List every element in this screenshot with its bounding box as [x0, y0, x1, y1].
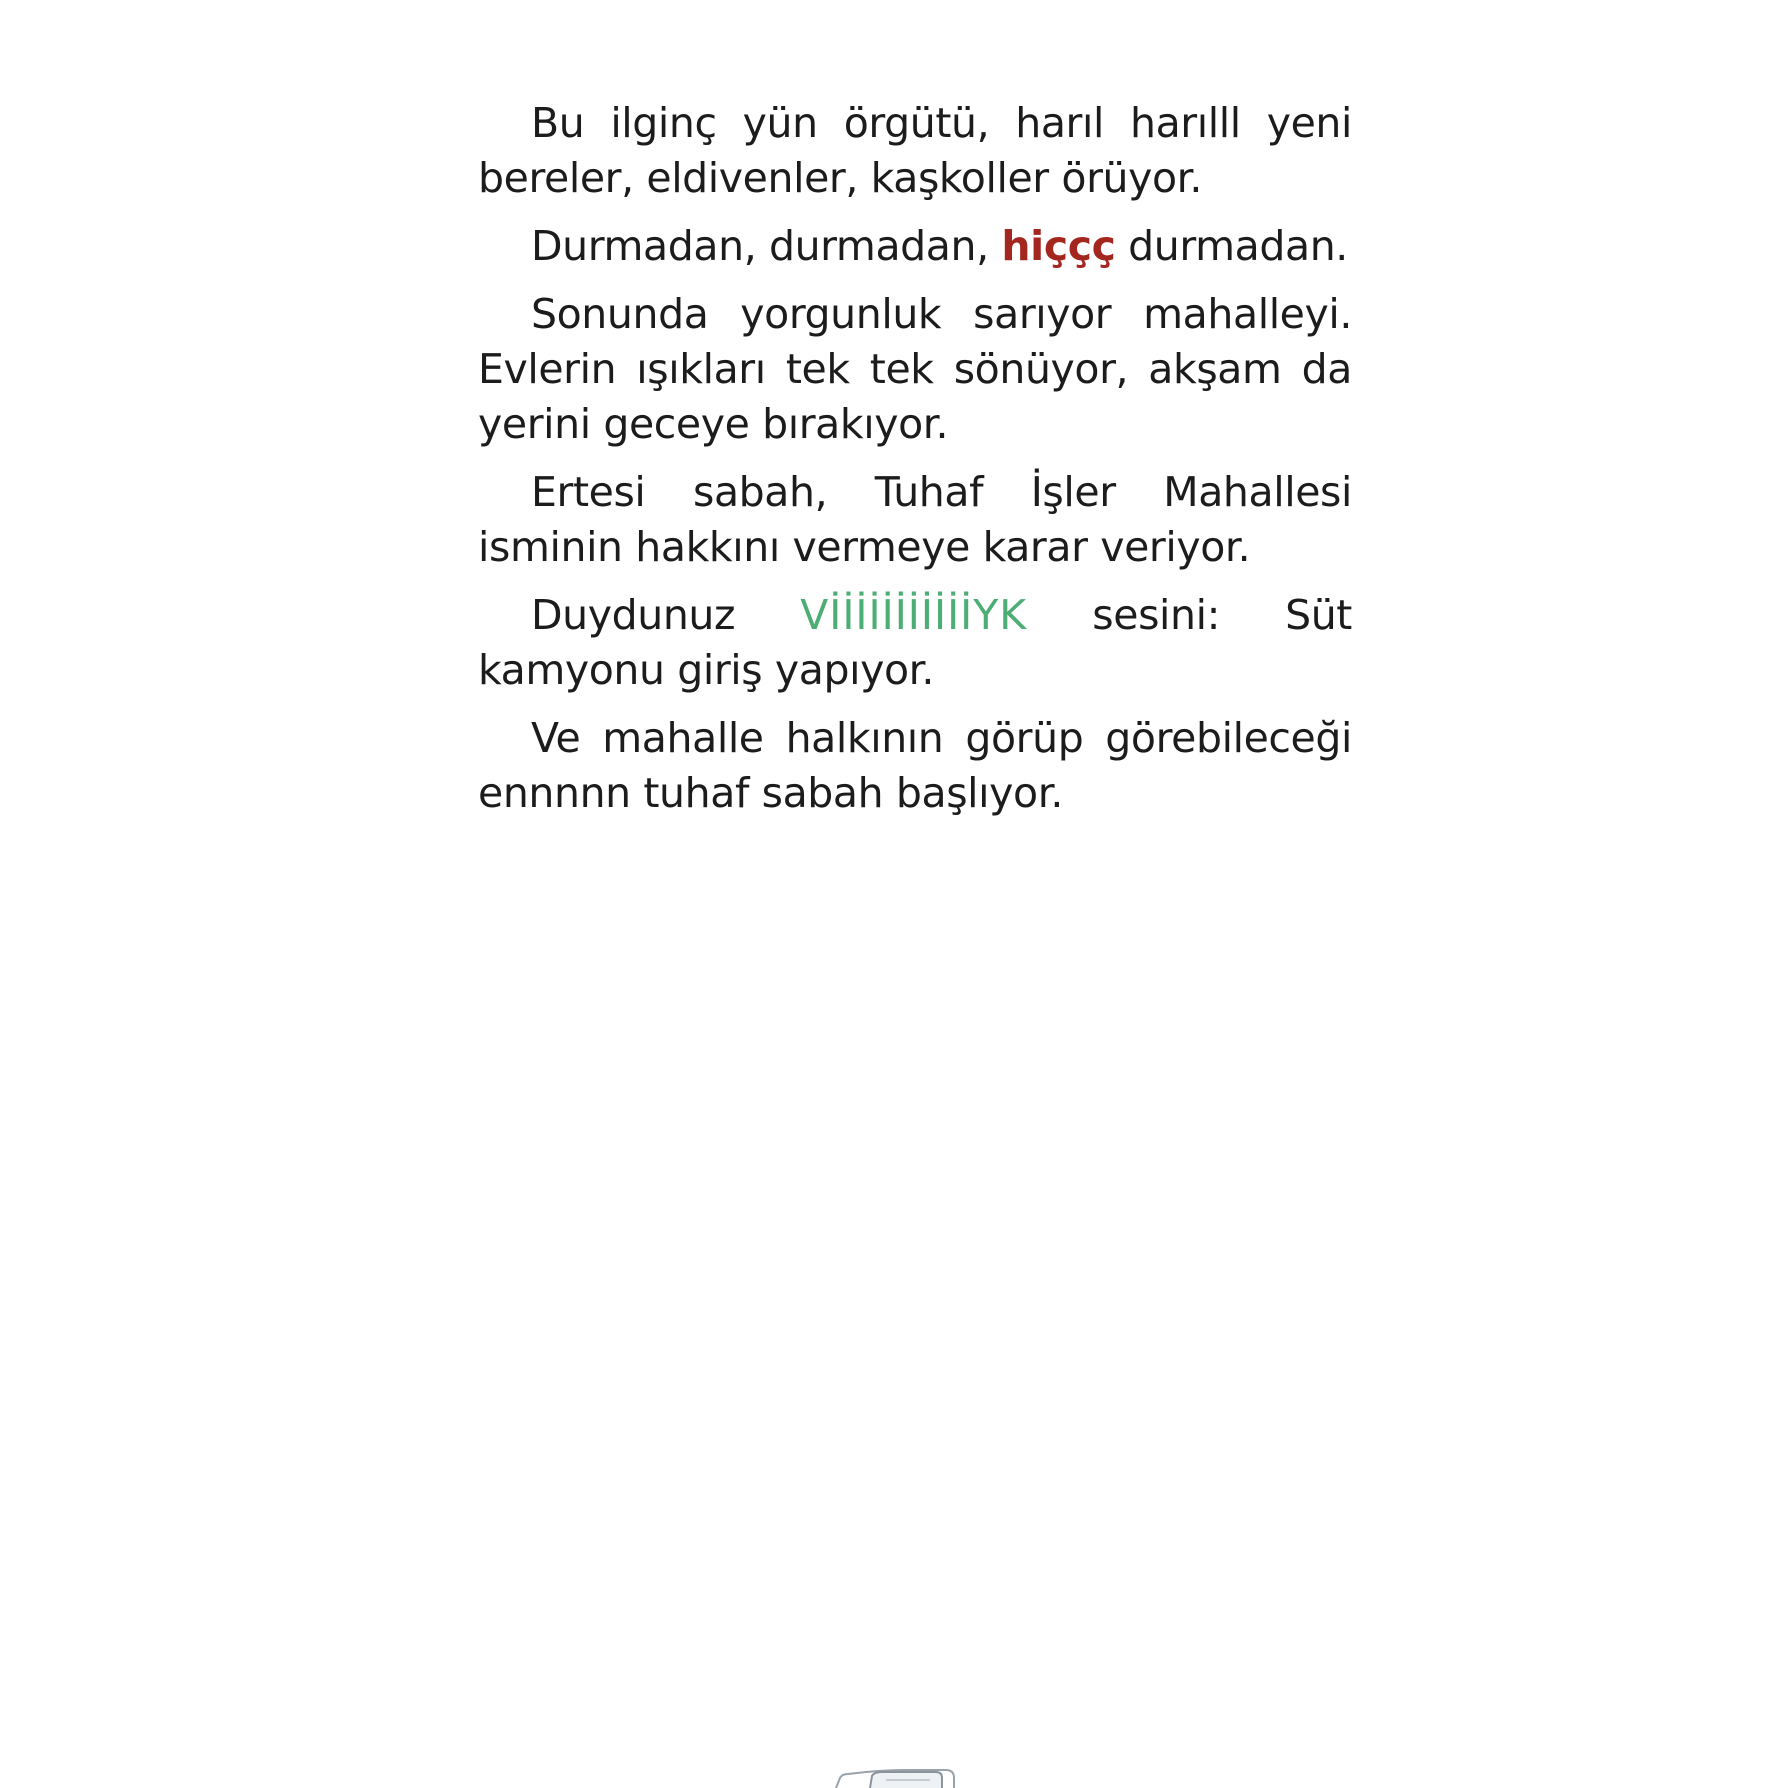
paragraph-next-morning [478, 465, 1352, 575]
illustration-fragment [826, 1764, 966, 1788]
paragraph-knitting-text: Bu ilginç yün örgütü, harıl harılll yeni bereler, eldivenler, kaşkoller örüyor. [478, 99, 1352, 202]
paragraph-strange-morning [478, 711, 1352, 821]
paragraph-nonstop-after: durmadan. [1115, 222, 1348, 270]
story-text [478, 96, 1352, 834]
paragraph-milk-truck [478, 588, 1352, 698]
paragraph-nonstop [478, 219, 1352, 274]
paragraph-milk-truck-after: sesini: Süt kamyonu giriş yapıyor. [478, 591, 1352, 694]
emphasis-viiiyk: VİİİİİİİİİİİYK [800, 591, 1028, 639]
paragraph-night-text: Sonunda yorgunluk sarıyor mahalleyi. Evlerin ışıkları tek tek sönüyor, akşam da yerini geceye bırakıyor. [478, 290, 1352, 448]
paragraph-knitting [478, 96, 1352, 206]
paragraph-strange-morning-text: Ve mahalle halkının görüp görebileceği ennnnn tuhaf sabah başlıyor. [478, 714, 1352, 817]
paragraph-milk-truck-before: Duydunuz [531, 591, 801, 639]
emphasis-hiccc: hiççç [1001, 222, 1116, 270]
paragraph-nonstop-before: Durmadan, durmadan, [531, 222, 1002, 270]
paragraph-next-morning-text: Ertesi sabah, Tuhaf İşler Mahallesi isminin hakkını vermeye karar veriyor. [478, 468, 1352, 571]
paragraph-night [478, 287, 1352, 452]
